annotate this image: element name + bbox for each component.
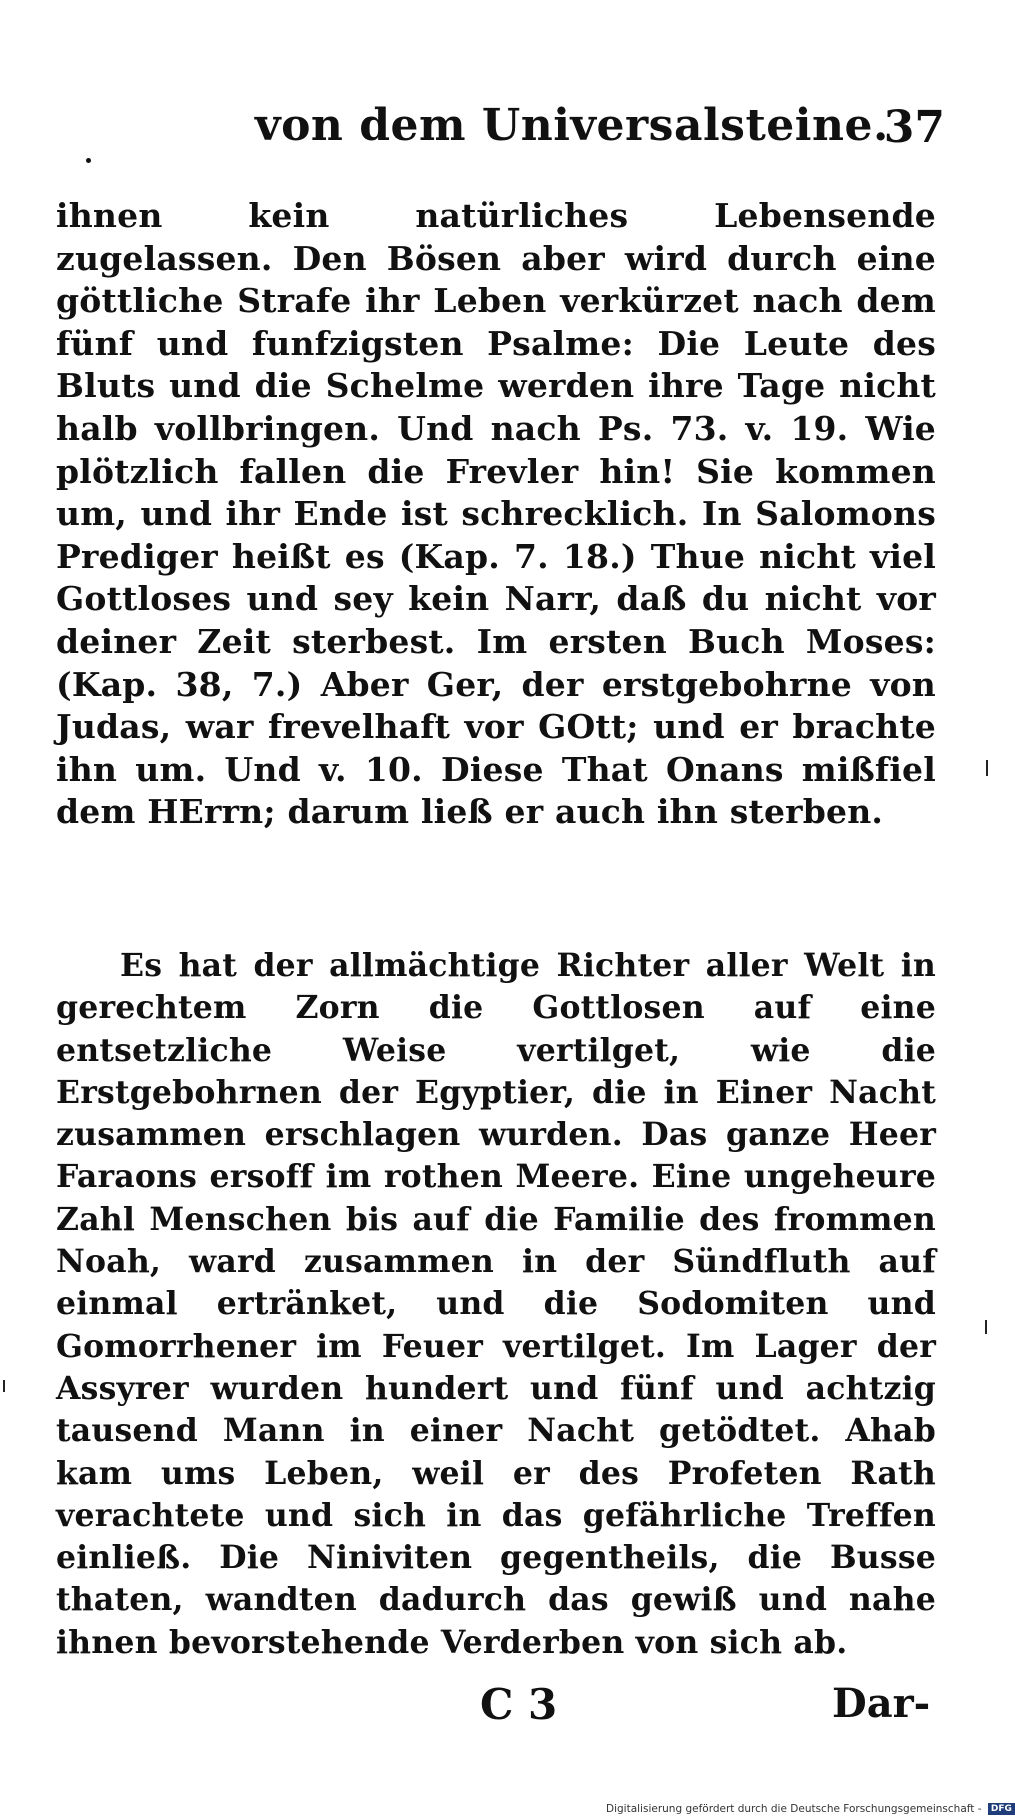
paragraph-1: ihnen kein natürliches Lebensende zugelassen. Den Bösen aber wird durch eine göttliche Strafe ihr Leben verkürzet nach dem fünf und funfzigsten Psalme: Die Leute des Bluts und die Schelme werden ihre Tage nicht halb vollbringen. Und nach Ps. 73. v. 19. Wie plötzlich fallen die Frevler hin! Sie kommen um, und ihr Ende ist schrecklich. In Salomons Prediger heißt es (Kap. 7. 18.) Thue nicht viel Gottloses und sey kein Narr, daß du nicht vor deiner Zeit sterbest. Im ersten Buch Moses: (Kap. 38, 7.) Aber Ger, der erstgebohrne von Judas, war frevelhaft vor GOtt; und er brachte ihn um. Und v. 10. Diese That Onans mißfiel dem HErrn; darum ließ er auch ihn sterben.: [56, 196, 936, 832]
signature-mark: C 3: [480, 1680, 558, 1729]
margin-mark: [986, 760, 988, 776]
catchword: Dar-: [832, 1680, 931, 1727]
ink-speck: [86, 158, 91, 163]
credit-text: Digitalisierung gefördert durch die Deutsche Forschungsgemeinschaft -: [606, 1803, 982, 1815]
dfg-logo: DFG: [988, 1803, 1015, 1815]
margin-mark: [985, 1320, 987, 1334]
margin-mark: [3, 1380, 5, 1392]
running-title: von dem Universalsteine.: [255, 100, 889, 151]
page-number: 37: [883, 102, 945, 153]
page-header: [255, 100, 945, 170]
paragraph-2: Es hat der allmächtige Richter aller Welt in gerechtem Zorn die Gottlosen auf eine entsetzliche Weise vertilget, wie die Erstgebohrnen der Egyptier, die in Einer Nacht zusammen erschlagen wurden. Das ganze Heer Faraons ersoff im rothen Meere. Eine ungeheure Zahl Menschen bis auf die Familie des frommen Noah, ward zusammen in der Sündfluth auf einmal ertränket, und die Sodomiten und Gomorrhener im Feuer vertilget. Im Lager der Assyrer wurden hundert und fünf und achtzig tausend Mann in einer Nacht getödtet. Ahab kam ums Leben, weil er des Profeten Rath verachtete und sich in das gefährliche Treffen einließ. Die Niniviten gegentheils, die Busse thaten, wandten dadurch das gewiß und nahe ihnen bevorstehende Verderben von sich ab.: [56, 947, 936, 1661]
digitization-credit: [606, 1801, 1015, 1817]
